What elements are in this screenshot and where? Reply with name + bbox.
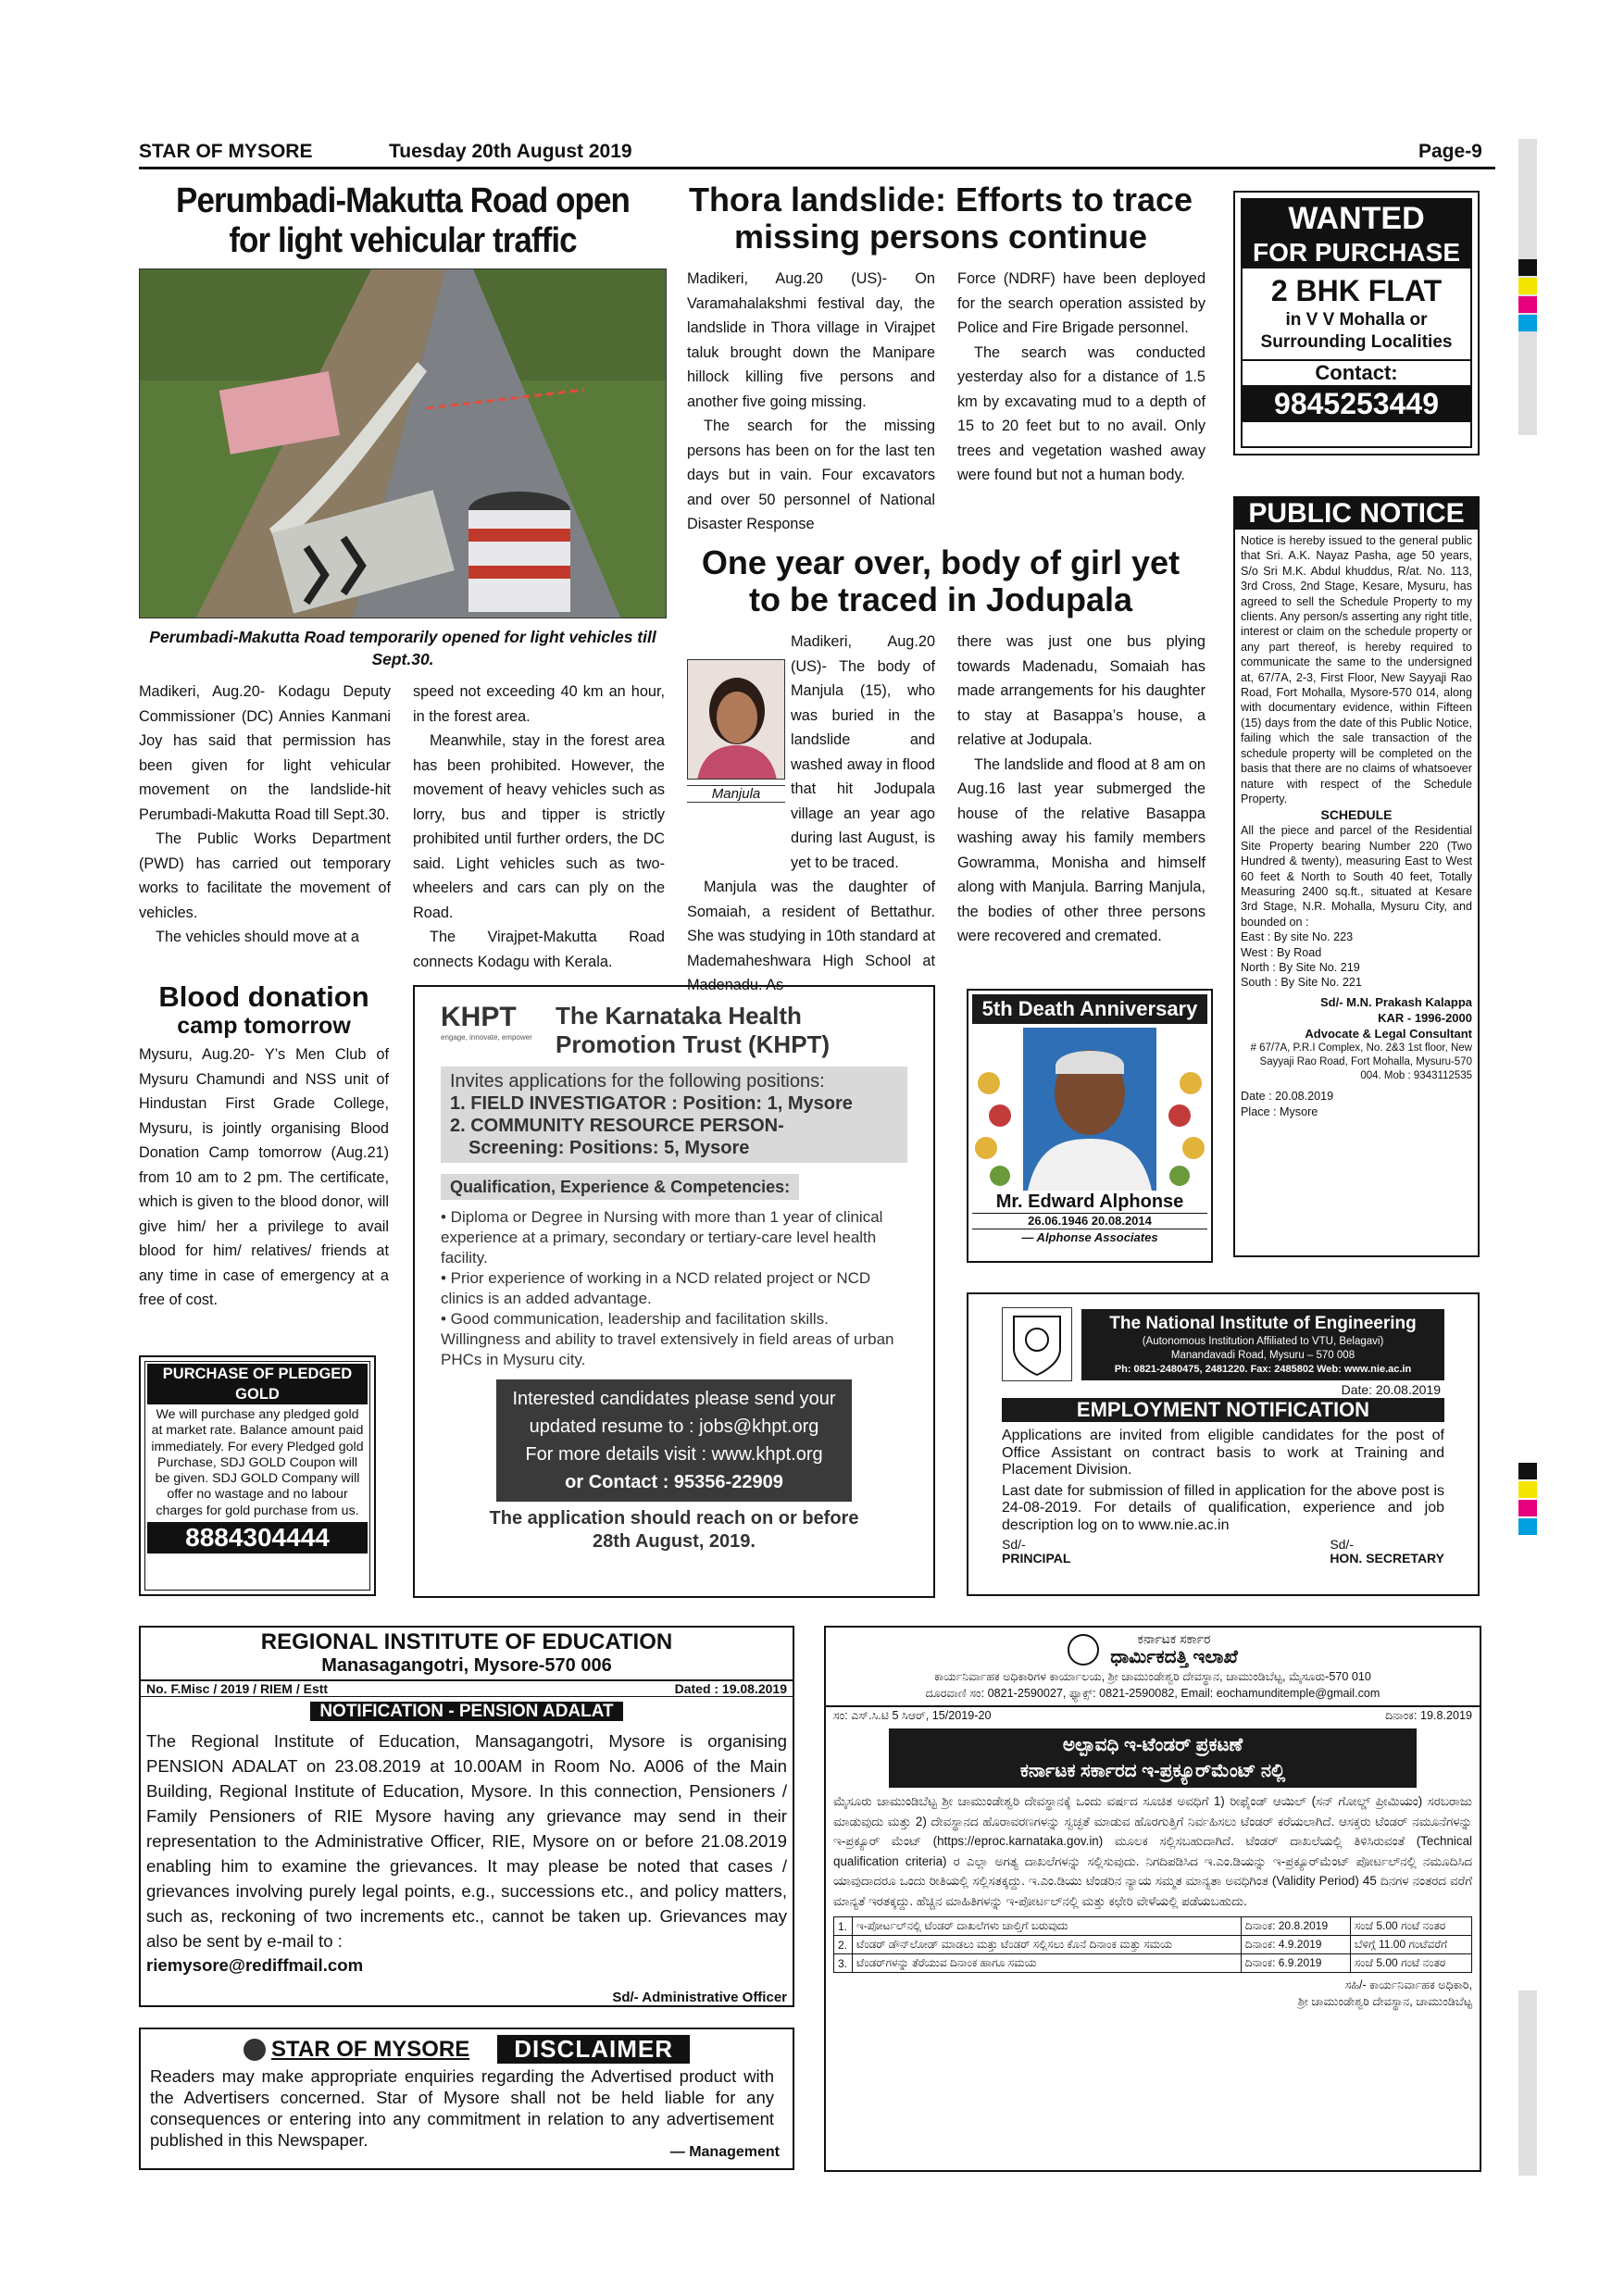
death-title: 5th Death Anniversary: [972, 994, 1207, 1024]
perumbadi-headline: Perumbadi-Makutta Road open for light vehicular traffic: [176, 181, 630, 260]
tender-sign-1: ಸಹಿ/- ಕಾರ್ಯನಿರ್ವಾಹಕ ಅಧಿಕಾರಿ,: [1344, 1978, 1472, 1991]
khpt-logo-text: KHPT: [441, 1002, 517, 1032]
bound-east: East : By site No. 223: [1241, 930, 1354, 944]
disclaimer-body: Readers may make appropriate enquiries regarding the Advertised product with the Advertisers concerned. Star of Mysore shall not be held liable for any consequences or entering into any commitment in relation to any advertisement published in this Newspaper.: [150, 2066, 774, 2150]
khpt-invites: Invites applications for the following positions:: [450, 1071, 825, 1092]
para: Madikeri, Aug.20- Kodagu Deputy Commissioner (DC) Annies Kanmani Joy has said that permission has been given for light vehicular movement on the landslide-hit Perumbadi-Makutta Road till Sept.30.: [139, 683, 391, 823]
para: The search for the missing persons has been on for the last ten days but in vain. Four excavators and over 50 personnel of National Disaster Response: [687, 418, 935, 532]
rie-dated: Dated : 19.08.2019: [674, 1681, 787, 1696]
death-dates: 26.06.1946 20.08.2014: [972, 1213, 1207, 1229]
table-row: [834, 1936, 1472, 1954]
public-notice-body: Notice is hereby issued to the general public that Sri. A.K. Nayaz Pasha, age 50 years, S/o Sri M.K. Abdul khuddus, R/at. No. 113, 3rd Cross, 2nd Stage, Kesare, Mysuru, has agreed to sell the Schedule Property to my clients. Any person/s asserting any right title, interest or claim on the schedule property or any part thereof, is hereby required to communicate the same to the undersigned at, 67/7A, 2-3, First Floor, New Sayyaji Rao Road, Fort Mohalla, Mysore-570 014, along with documentary evidence, within Fifteen (15) days from the date of this Public Notice, failing which the sale transaction of the schedule property will be completed on the basis that there are no claims of whatsoever nature with respect of the Schedule Property.: [1241, 534, 1472, 805]
perumbadi-col1: [139, 680, 391, 950]
thora-col2: [957, 267, 1206, 488]
rie-heading: NOTIFICATION - PENSION ADALAT: [310, 1702, 622, 1721]
perumbadi-article: [139, 181, 667, 260]
wanted-contact-label: Contact:: [1243, 359, 1470, 385]
row-num: 1.: [834, 1917, 853, 1936]
public-notice-title: PUBLIC NOTICE: [1235, 498, 1478, 530]
reg-mark-cyan-2: [1518, 1518, 1537, 1535]
pledged-phone: 8884304444: [147, 1522, 368, 1554]
khpt-positions: [441, 1067, 907, 1163]
para: there was just one bus plying towards Madenadu, Somaiah has made arrangements for his daughter to stay at Basappa’s house, a relative at Jodupala.: [957, 633, 1206, 748]
para: The vehicles should move at a: [156, 929, 359, 945]
wanted-flat: 2 BHK FLAT: [1270, 274, 1443, 307]
paper-name: STAR OF MYSORE: [139, 141, 313, 162]
reg-mark-cyan: [1518, 315, 1537, 331]
para: Madikeri, Aug.20 (US)- On Varamahalakshmi festival day, the landslide in Thora village in Virajpet taluk brought down the Manipare hillock killing five persons and another five going missing.: [687, 270, 935, 410]
nie-signatures: [1002, 1538, 1444, 1566]
rie-heading-wrap: [146, 1701, 787, 1723]
nie-title: The National Institute of Engineering: [1109, 1313, 1417, 1333]
row-date: ದಿನಾಂಕ: 6.9.2019: [1241, 1954, 1350, 1973]
nie-phone: Ph: 0821-2480475, 2481220. Fax: 2485802 Web: www.nie.ac.in: [1114, 1363, 1412, 1375]
disclaimer-sign: — Management: [669, 2144, 780, 2160]
death-photo-area: [972, 1028, 1207, 1191]
wanted-subtitle: FOR PURCHASE: [1243, 237, 1470, 268]
perumbadi-road-photo: [139, 268, 667, 618]
khpt-title-1: The Karnataka Health: [556, 1002, 802, 1029]
jodupala-col2: [957, 630, 1206, 949]
reg-mark-black: [1518, 259, 1537, 276]
tender-body: ಮೈಸೂರು ಚಾಮುಂಡಿಬೆಟ್ಟ ಶ್ರೀ ಚಾಮುಂಡೇಶ್ವರಿ ದೇವಸ್ಥಾನಕ್ಕೆ ಒಂದು ವರ್ಷದ ಸೂಚಿತ ಅವಧಿಗೆ 1) ರೀಫೈಂಡ್ ಆಯಿಲ್ (ಸನ್ ಗೋಲ್ಡ್ ಪ್ರೀಮಿಯಂ) ಸರಬರಾಜು ಮಾಡುವುದು ಮತ್ತು 2) ದೇವಸ್ಥಾನದ ಹೊರಾವರಣಗಳನ್ನು ಸ್ವಚ್ಛತೆ ಮಾಡುವ ಹೊರಗುತ್ತಿಗೆ ನಿರ್ವಹಿಸಲು ಟೆಂಡರ್ ಕರೆಯಲಾಗಿದೆ. ಆಸಕ್ತರು ಟೆಂಡರ್ ನಮೂನೆಗಳನ್ನು ಇ-ಪ್ರಕ್ಯೂರ್ ಮೆಂಟ್ (https://eproc.karnataka.gov.in) ಮೂಲಕ ಸಲ್ಲಿಸಬಹುದಾಗಿದೆ. ಟೆಂಡರ್ ದಾಖಲೆಯಲ್ಲಿ ತಿಳಿಸಿರುವಂತೆ (Technical qualification criteria) ರ ಎಲ್ಲಾ ಅಗತ್ಯ ದಾಖಲೆಗಳನ್ನು ಸಲ್ಲಿಸುವುದು. ನಿಗದಿಪಡಿಸಿದ ಇ.ಎಂ.ಡಿಯನ್ನು ಇ-ಪ್ರಕ್ಯೂರ್‌ಮೆಂಟ್ ಪೋರ್ಟಲ್‌ನಲ್ಲಿ ನಮೂದಿಸಿದ ಯಾವುದಾದರೂ ಒಂದು ರೀತಿಯಲ್ಲಿ ಸಲ್ಲಿಸತಕ್ಕದ್ದು. ಇ.ಎಂ.ಡಿಯು ಟೆಂಡರಿನ ನ್ಯಾಯ ಸಮ್ಮತ ಮಾನ್ಯತಾ ಅವಧಿಗಿಂತ (Validity Period) 45 ದಿನಗಳ ನಂತರದ ವರೆಗೆ ಮಾನ್ಯತೆ ಇರತಕ್ಕದ್ದು. ಹೆಚ್ಚಿನ ಮಾಹಿತಿಗಳನ್ನು ಇ-ಪೋರ್ಟಲ್‌ನಲ್ಲಿ ಮತ್ತು ಕಛೇರಿ ವೇಳೆಯಲ್ಲಿ ಪಡೆಯಬಹುದು.: [833, 1794, 1472, 1908]
tender-govt: ಕರ್ನಾಟಕ ಸರ್ಕಾರ: [1137, 1631, 1211, 1646]
jodupala-headline: One year over, body of girl yet to be traced in Jodupala: [701, 543, 1181, 619]
blood-headline: Blood donation: [158, 980, 369, 1013]
khpt-position-2b: Screening: Positions: 5, Mysore: [468, 1138, 750, 1158]
row-num: 3.: [834, 1954, 853, 1973]
khpt-contact-1: Interested candidates please send your: [512, 1389, 836, 1409]
nie-para-1: Applications are invited from eligible candidates for the post of Office Assistant on contract basis to work at Training and Placement Division.: [1002, 1428, 1444, 1478]
para: The Virajpet-Makutta Road connects Kodagu with Kerala.: [413, 929, 665, 970]
tender-ref-no: ಸಂ: ಎಸ್.ಸಿ.ಟಿ 5 ಸಿಆರ್, 15/2019-20: [833, 1709, 992, 1722]
reg-mark-black-2: [1518, 1463, 1537, 1479]
rie-title: REGIONAL INSTITUTE OF EDUCATION: [260, 1629, 673, 1654]
tender-phone: ದೂರವಾಣಿ ಸಂ: 0821-2590027, ಫ್ಯಾಕ್ಸ್: 0821-2590082, Email: eochamunditemple@gmail.com: [925, 1687, 1380, 1700]
para: speed not exceeding 40 km an hour, in the forest area.: [413, 683, 665, 725]
notice-place: Place : Mysore: [1241, 1104, 1318, 1118]
disclaimer-header: [150, 2035, 783, 2064]
advocate-enrol: KAR - 1996-2000: [1378, 1010, 1472, 1025]
rie-ref-row: [141, 1679, 793, 1697]
table-row: [834, 1954, 1472, 1973]
nie-principal: PRINCIPAL: [1002, 1551, 1071, 1566]
tender-headline-2: ಕರ್ನಾಟಕ ಸರ್ಕಾರದ ಇ-ಪ್ರಕ್ಯೂರ್‌ಮೆಂಟ್ ನಲ್ಲಿ: [1019, 1761, 1286, 1781]
wanted-phone: 9845253449: [1243, 385, 1470, 422]
public-notice-ad: [1233, 496, 1480, 1257]
death-anniversary-ad: [967, 989, 1213, 1263]
khpt-req-3: • Good communication, leadership and facilitation skills. Willingness and ability to travel extensively in field areas of urban PHCs in Mysuru city.: [441, 1310, 894, 1368]
tender-date: ದಿನಾಂಕ: 19.8.2019: [1385, 1709, 1472, 1722]
nie-secretary: HON. SECRETARY: [1330, 1551, 1444, 1566]
khpt-contact-2[interactable]: updated resume to : jobs@khpt.org: [529, 1416, 819, 1437]
nie-sd-1: Sd/-: [1002, 1537, 1026, 1552]
nie-subtitle: (Autonomous Institution Affiliated to VTU, Belagavi): [1142, 1335, 1384, 1347]
disclaimer-title: DISCLAIMER: [497, 2035, 690, 2064]
row-num: 2.: [834, 1936, 853, 1954]
row-desc: ಇ-ಪೋರ್ಟಲ್‌ನಲ್ಲಿ ಟೆಂಡರ್ ದಾಖಲೆಗಳು ಚಾಲ್ತಿಗೆ ಬರುವುದು: [853, 1917, 1242, 1936]
perumbadi-col2: [413, 680, 665, 974]
manjula-photo-caption: Manjula: [687, 785, 785, 803]
nie-heading: EMPLOYMENT NOTIFICATION: [1002, 1398, 1444, 1422]
rie-email[interactable]: riemysore@rediffmail.com: [146, 1955, 364, 1975]
tender-schedule-table: [833, 1916, 1472, 1973]
nie-para-2: Last date for submission of filled in application for the above post is 24-08-2019. For details of qualification, experience and job description log on to www.nie.ac.in: [1002, 1482, 1444, 1533]
death-by: — Alphonse Associates: [1021, 1230, 1158, 1244]
nie-date: Date: 20.08.2019: [1341, 1382, 1441, 1397]
para: The search was conducted yesterday also for a distance of 1.5 km by excavating mud to a depth of 15 to 20 feet but to no avail. Only trees and vegetation washed away were found but not a human body.: [957, 343, 1206, 483]
wanted-location: in V V Mohalla or: [1285, 310, 1428, 330]
blood-subhead: camp tomorrow: [177, 1013, 351, 1039]
nie-ad: [967, 1292, 1480, 1596]
issue-date: Tuesday 20th August 2019: [389, 141, 632, 162]
disclaimer-logo: STAR OF MYSORE: [270, 2036, 470, 2062]
advocate-title: Advocate & Legal Consultant: [1305, 1026, 1472, 1041]
bound-west: West : By Road: [1241, 945, 1322, 959]
wanted-ad: [1233, 191, 1480, 455]
table-row: [834, 1917, 1472, 1936]
reg-mark-yellow: [1518, 278, 1537, 294]
khpt-logo: [441, 1002, 543, 1042]
blood-donation-article: [139, 981, 389, 1313]
schedule-title: SCHEDULE: [1320, 807, 1393, 823]
row-desc: ಟೆಂಡರ್‌ಗಳನ್ನು ತೆರೆಯುವ ದಿನಾಂಕ ಹಾಗೂ ಸಮಯ: [853, 1954, 1242, 1973]
blood-body: Mysuru, Aug.20- Y’s Men Club of Mysuru Chamundi and NSS unit of Hindustan First Grade College, Mysuru, is jointly organising Blood Donation Camp tomorrow (Aug.21) from 10 am to 2 pm. The certificate, which is given to the blood donor, will give him/ her a privilege to avail blood for him/ relatives/ friends at any time in case of emergency at a free of cost.: [139, 1046, 389, 1308]
advocate-signature: [1241, 994, 1472, 1083]
pledged-gold-ad: [139, 1355, 376, 1596]
death-name: Mr. Edward Alphonse: [995, 1192, 1184, 1212]
khpt-req-1: • Diploma or Degree in Nursing with more than 1 year of clinical experience at a primary, secondary or tertiary-care level health facility.: [441, 1208, 883, 1267]
para-lead: Madikeri, Aug.20 (US)- The body of Manjula (15), who was buried in the landslide and washed away in flood that hit Jodupala village an year ago during last August, is yet to be traced.: [791, 633, 935, 871]
khpt-ad: [413, 985, 935, 1598]
bound-north: North : By Site No. 219: [1241, 960, 1360, 974]
khpt-contact-4: or Contact : 95356-22909: [565, 1472, 783, 1492]
nie-header: [1081, 1309, 1444, 1380]
wanted-location2: Surrounding Localities: [1260, 332, 1453, 352]
nie-address: Manandavadi Road, Mysuru – 570 008: [1170, 1349, 1355, 1361]
khpt-qualification-heading: Qualification, Experience & Competencies:: [441, 1174, 799, 1200]
nie-sd-2: Sd/-: [1330, 1537, 1354, 1552]
rie-ref-no: No. F.Misc / 2019 / RIEM / Estt: [146, 1681, 329, 1696]
jodupala-col1: [687, 630, 935, 998]
khpt-tagline: engage, innovate, empower: [441, 1033, 532, 1042]
reg-mark-magenta-2: [1518, 1500, 1537, 1516]
nie-logo-icon: [1002, 1307, 1072, 1381]
schedule-body: All the piece and parcel of the Residential Site Property bearing Number 220 (Two Hundred & twenty), measuring East to West 60 feet & North to South 40 feet, Totally Measuring 2400 sq.ft., situated at Kesare 3rd Stage, N.R. Mohalla, Mysuru City, and bounded on :: [1241, 824, 1472, 929]
khpt-deadline-1: The application should reach on or before: [489, 1508, 859, 1529]
para: Manjula was the daughter of Somaiah, a resident of Bettathur. She was studying in 10th standard at Mademaheshwara High School at Madenadu. As: [687, 879, 935, 993]
tender-sign-2: ಶ್ರೀ ಚಾಮುಂಡೇಶ್ವರಿ ದೇವಸ್ಥಾನ, ಚಾಮುಂಡಿಬೆಟ್ಟ: [1297, 1995, 1472, 2008]
rie-notification-ad: [139, 1626, 794, 2007]
pledged-body: We will purchase any pledged gold at market rate. Balance amount paid immediately. For every Pledged gold Purchase, SDJ GOLD Coupon will be given. SDJ GOLD Company will offer no wastage and no labour charges for gold purchase from us.: [151, 1407, 364, 1518]
khpt-deadline-2: 28th August, 2019.: [593, 1531, 756, 1552]
khpt-position-1: 1. FIELD INVESTIGATOR : Position: 1, Mysore: [450, 1093, 853, 1114]
registration-strip-bottom: [1518, 1990, 1537, 2176]
para: Force (NDRF) have been deployed for the search operation assisted by Police and Fire Brigade personnel.: [957, 270, 1206, 336]
khpt-requirements: [441, 1207, 907, 1370]
khpt-deadline: [441, 1507, 907, 1554]
tender-notice-ad: [824, 1626, 1481, 2172]
row-time: ಸಂಜೆ 5.00 ಗಂಟೆ ನಂತರ: [1350, 1954, 1471, 1973]
rie-signature: Sd/- Administrative Officer: [612, 1990, 787, 2005]
para: The landslide and flood at 8 am on Aug.16 last year submerged the house of the relative Basappa washing away his family members Gowramma, Monisha and himself along with Manjula. Barring Manjula, the bodies of other three persons were recovered and cremated.: [957, 755, 1206, 944]
row-time: ಸಂಜೆ 5.00 ಗಂಟೆ ನಂತರ: [1350, 1917, 1471, 1936]
disclaimer-ad: [139, 2028, 794, 2170]
reg-mark-yellow-2: [1518, 1481, 1537, 1498]
khpt-contact-3[interactable]: For more details visit : www.khpt.org: [525, 1444, 823, 1465]
khpt-req-2: • Prior experience of working in a NCD related project or NCD clinics is an added advantage.: [441, 1269, 871, 1307]
notice-date: Date : 20.08.2019: [1241, 1089, 1334, 1103]
para: Meanwhile, stay in the forest area has been prohibited. However, the movement of heavy vehicles such as lorry, bus and tipper is strictly prohibited until further orders, the DC said. Light vehicles such as two-wheelers and cars can ply on the Road.: [413, 732, 665, 921]
advocate-name: Sd/- M.N. Prakash Kalappa: [1320, 994, 1472, 1009]
khpt-title-2: Promotion Trust (KHPT): [556, 1030, 831, 1058]
advocate-address: # 67/7A, P.R.I Complex, No. 2&3 1st floor, New Sayyaji Rao Road, Fort Mohalla, Mysuru-570 004. Mob : 9343112535: [1250, 1042, 1472, 1081]
tender-header: [833, 1631, 1472, 1668]
tender-signature: [833, 1977, 1472, 2010]
khpt-contact-box: [496, 1379, 852, 1502]
para: The Public Works Department (PWD) has carried out temporary works to facilitate the movement of vehicles.: [139, 830, 391, 921]
star-of-mysore-emblem-icon: [244, 2039, 266, 2061]
schedule-bounds: [1241, 930, 1472, 991]
khpt-position-2: 2. COMMUNITY RESOURCE PERSON-: [450, 1116, 784, 1136]
rie-body: The Regional Institute of Education, Mansagangotri, Mysore is organising PENSION ADALAT on 23.08.2019 at 10.00AM in Room No. A006 of the Main Building, Regional Institute of Education, Mysore. In this connection, Pensioners / Family Pensioners of RIE Mysore having any grievance may send in their representation to the Administrative Officer, RIE, Mysore on or before 21.08.2019 enabling him to examine the grievances. It may please be noted that cases / grievances involving purely legal points, e.g., successions etc., and policy matters, such as, reckoning of two increments etc., cannot be taken up. Grievances may also be sent by e-mail to :: [146, 1731, 787, 1951]
pledged-title: PURCHASE OF PLEDGED GOLD: [147, 1364, 368, 1404]
thora-col1: [687, 267, 935, 537]
tender-ref-row: [826, 1705, 1480, 1725]
wanted-title: WANTED: [1243, 200, 1470, 237]
row-desc: ಟೆಂಡರ್ ಡೌನ್‌ಲೋಡ್ ಮಾಡಲು ಮತ್ತು ಟೆಂಡರ್ ಸಲ್ಲಿಸಲು ಕೊನೆ ದಿನಾಂಕ ಮತ್ತು ಸಮಯ: [853, 1936, 1242, 1954]
tender-dept: ಧಾರ್ಮಿಕದತ್ತಿ ಇಲಾಖೆ: [1110, 1647, 1238, 1667]
row-time: ಬೆಳಿಗ್ಗೆ 11.00 ಗಂಟೆವರೆಗೆ: [1350, 1936, 1471, 1954]
rie-subtitle: Manasagangotri, Mysore-570 006: [321, 1655, 612, 1676]
tender-office: ಕಾರ್ಯನಿರ್ವಾಹಕ ಅಧಿಕಾರಿಗಳ ಕಾರ್ಯಾಲಯ, ಶ್ರೀ ಚಾಮುಂಡೇಶ್ವರಿ ದೇವಸ್ಥಾನ, ಚಾಮುಂಡಿಬೆಟ್ಟ, ಮೈಸೂರು-570 010: [934, 1670, 1371, 1683]
perumbadi-caption: Perumbadi-Makutta Road temporarily opened for light vehicles till Sept.30.: [149, 628, 656, 668]
thora-headline: Thora landslide: Efforts to trace missing persons continue: [688, 181, 1193, 256]
header-rule: [139, 167, 1495, 169]
tender-headline-box: [889, 1728, 1417, 1788]
bound-south: South : By Site No. 221: [1241, 976, 1362, 990]
reg-mark-magenta: [1518, 296, 1537, 313]
karnataka-emblem-icon: [1068, 1634, 1099, 1666]
row-date: ದಿನಾಂಕ: 20.8.2019: [1241, 1917, 1350, 1936]
tender-headline-1: ಅಲ್ಪಾವಧಿ ಇ-ಟೆಂಡರ್ ಪ್ರಕಟಣೆ: [1062, 1735, 1243, 1755]
row-date: ದಿನಾಂಕ: 4.9.2019: [1241, 1936, 1350, 1954]
page-number: Page-9: [1418, 141, 1482, 162]
